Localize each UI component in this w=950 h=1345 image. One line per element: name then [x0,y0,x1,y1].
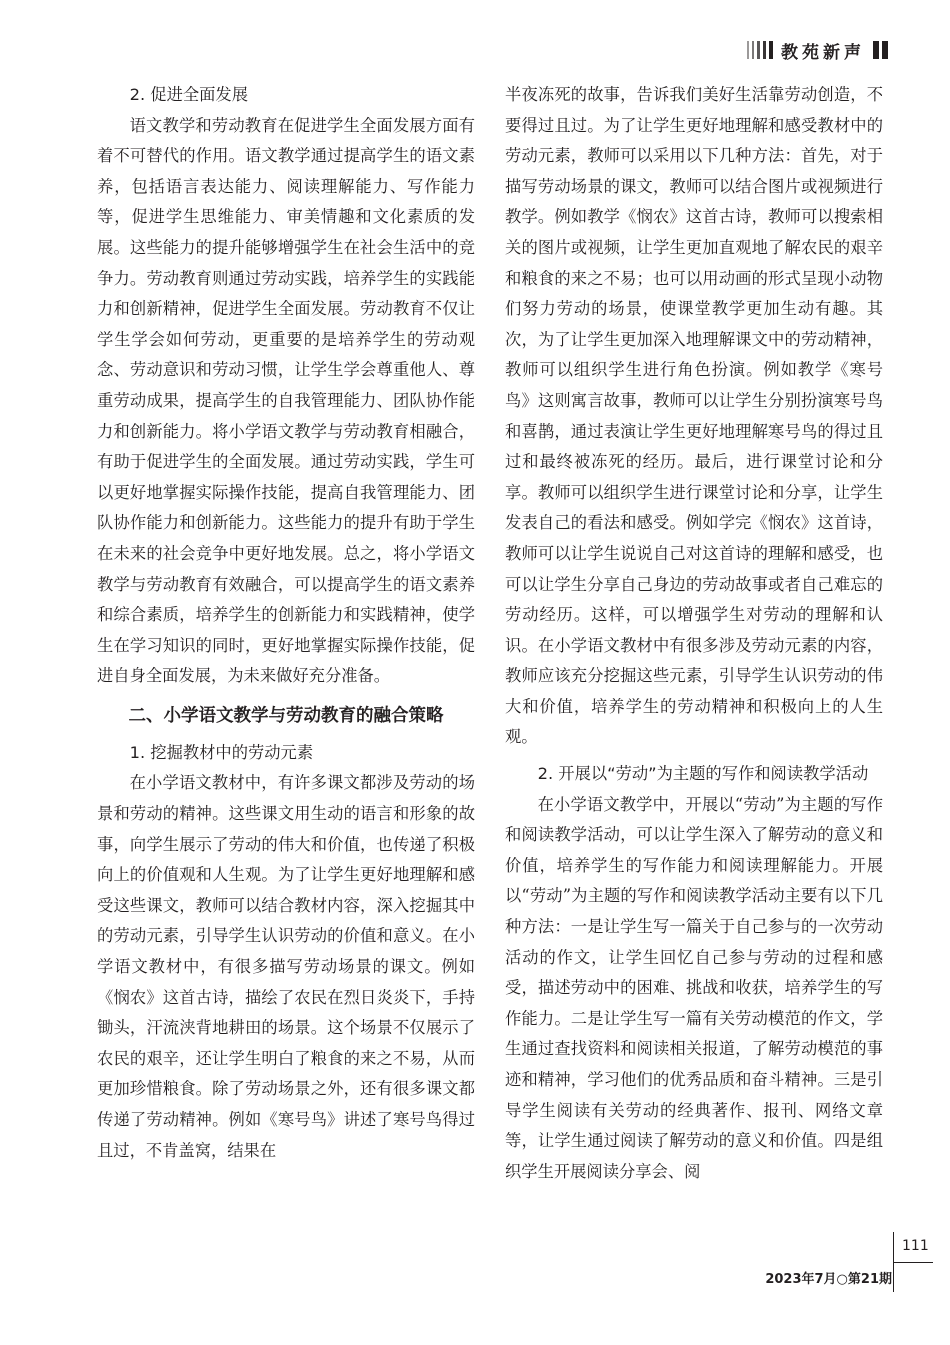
paragraph-textbook-elements: 在小学语文教材中，有许多课文都涉及劳动的场景和劳动的精神。这些课文用生动的语言和形象的故事，向学生展示了劳动的伟大和价值，也传递了积极向上的价值观和人生观。为了让学生更好地理解和感受这些课文，教师可以结合教材内容，深入挖掘其中的劳动元素，引导学生认识劳动的价值和意义。在小学语文教材中，有很多描写劳动场景的课文。例如《悯农》这首古诗，描绘了农民在烈日炎炎下，手持锄头，汗流浃背地耕田的场景。这个场景不仅展示了农民的艰辛，还让学生明白了粮食的来之不易，从而更加珍惜粮食。除了劳动场景之外，还有很多课文都传递了劳动精神。例如《寒号鸟》讲述了寒号鸟得过且过，不肯盖窝，结果在 [97,773,475,1160]
page-number: 111 [902,1238,929,1254]
subheading-writing-reading: 2. 开展以“劳动”为主题的写作和阅读教学活动 [537,764,869,784]
header-decoration-bars-left [747,41,773,59]
paragraph-writing-reading: 在小学语文教学中，开展以“劳动”为主题的写作和阅读教学活动，可以让学生深入了解劳动的意义和价值，培养学生的写作能力和阅读理解能力。开展以“劳动”为主题的写作和阅读教学活动主要有以下几种方法：一是让学生写一篇关于自己参与的一次劳动活动的作文，让学生回忆自己参与劳动的过程和感受，描述劳动中的困难、挑战和收获，培养学生的写作能力。二是让学生写一篇有关劳动模范的作文，学生通过查找资料和阅读相关报道，了解劳动模范的事迹和精神，学习他们的优秀品质和奋斗精神。三是引导学生阅读有关劳动的经典著作、报刊、网络文章等，让学生通过阅读了解劳动的意义和价值。四是组织学生开展阅读分享会、阅 [505,794,883,1181]
paragraph-continued: 半夜冻死的故事，告诉我们美好生活靠劳动创造，不要得过且过。为了让学生更好地理解和感受教材中的劳动元素，教师可以采用以下几种方法：首先，对于描写劳动场景的课文，教师可以结合图片或视频进行教学。例如教学《悯农》这首古诗，教师可以搜索相关的图片或视频，让学生更加直观地了解农民的艰辛和粮食的来之不易；也可以用动画的形式呈现小动物们努力劳动的场景，使课堂教学更加生动有趣。其次，为了让学生更加深入地理解课文中的劳动精神，教师可以组织学生进行角色扮演。例如教学《寒号鸟》这则寓言故事，教师可以让学生分别扮演寒号鸟和喜鹊，通过表演让学生更好地理解寒号鸟的得过且过和最终被冻死的经历。最后，进行课堂讨论和分享。教师可以组织学生进行课堂讨论和分享，让学生发表自己的看法和感受。例如学完《悯农》这首诗，教师可以让学生说说自己对这首诗的理解和感受，也可以让学生分享自己身边的劳动故事或者自己难忘的劳动经历。这样，可以增强学生对劳动的理解和认识。在小学语文教材中有很多涉及劳动元素的内容，教师应该充分挖掘这些元素，引导学生认识劳动的伟大和价值，培养学生的劳动精神和积极向上的人生观。 [505,85,883,747]
page-number-underline [893,1262,933,1263]
paragraph-development: 语文教学和劳动教育在促进学生全面发展方面有着不可替代的作用。语文教学通过提高学生的语文素养，包括语言表达能力、阅读理解能力、写作能力等，促进学生思维能力、审美情趣和文化素质的发展。这些能力的提升能够增强学生在社会生活中的竞争力。劳动教育则通过劳动实践，培养学生的实践能力和创新精神，促进学生全面发展。劳动教育不仅让学生学会如何劳动，更重要的是培养学生的劳动观念、劳动意识和劳动习惯，让学生学会尊重他人、尊重劳动成果，提高学生的自我管理能力、团队协作能力和创新能力。将小学语文教学与劳动教育相融合，有助于促进学生的全面发展。通过劳动实践，学生可以更好地掌握实际操作技能，提高自我管理能力、团队协作能力和创新能力。这些能力的提升有助于学生在未来的社会竞争中更好地发展。总之，将小学语文教学与劳动教育有效融合，可以提高学生的语文素养和综合素质，培养学生的创新能力和实践精神，使学生在学习知识的同时，更好地掌握实际操作技能，促进自身全面发展，为未来做好充分准备。 [97,115,475,686]
running-header [747,36,888,64]
subheading-promote-development: 2. 促进全面发展 [129,85,248,104]
column-title: 教苑新声 [781,42,865,63]
section-heading-strategies: 二、小学语文教学与劳动教育的融合策略 [128,705,444,726]
left-column [97,80,475,1166]
issue-info: 2023年7月○第21期 [765,1272,892,1287]
subheading-textbook-elements: 1. 挖掘教材中的劳动元素 [129,742,314,762]
header-decoration-bars-right [873,41,888,59]
right-column [505,80,883,1187]
